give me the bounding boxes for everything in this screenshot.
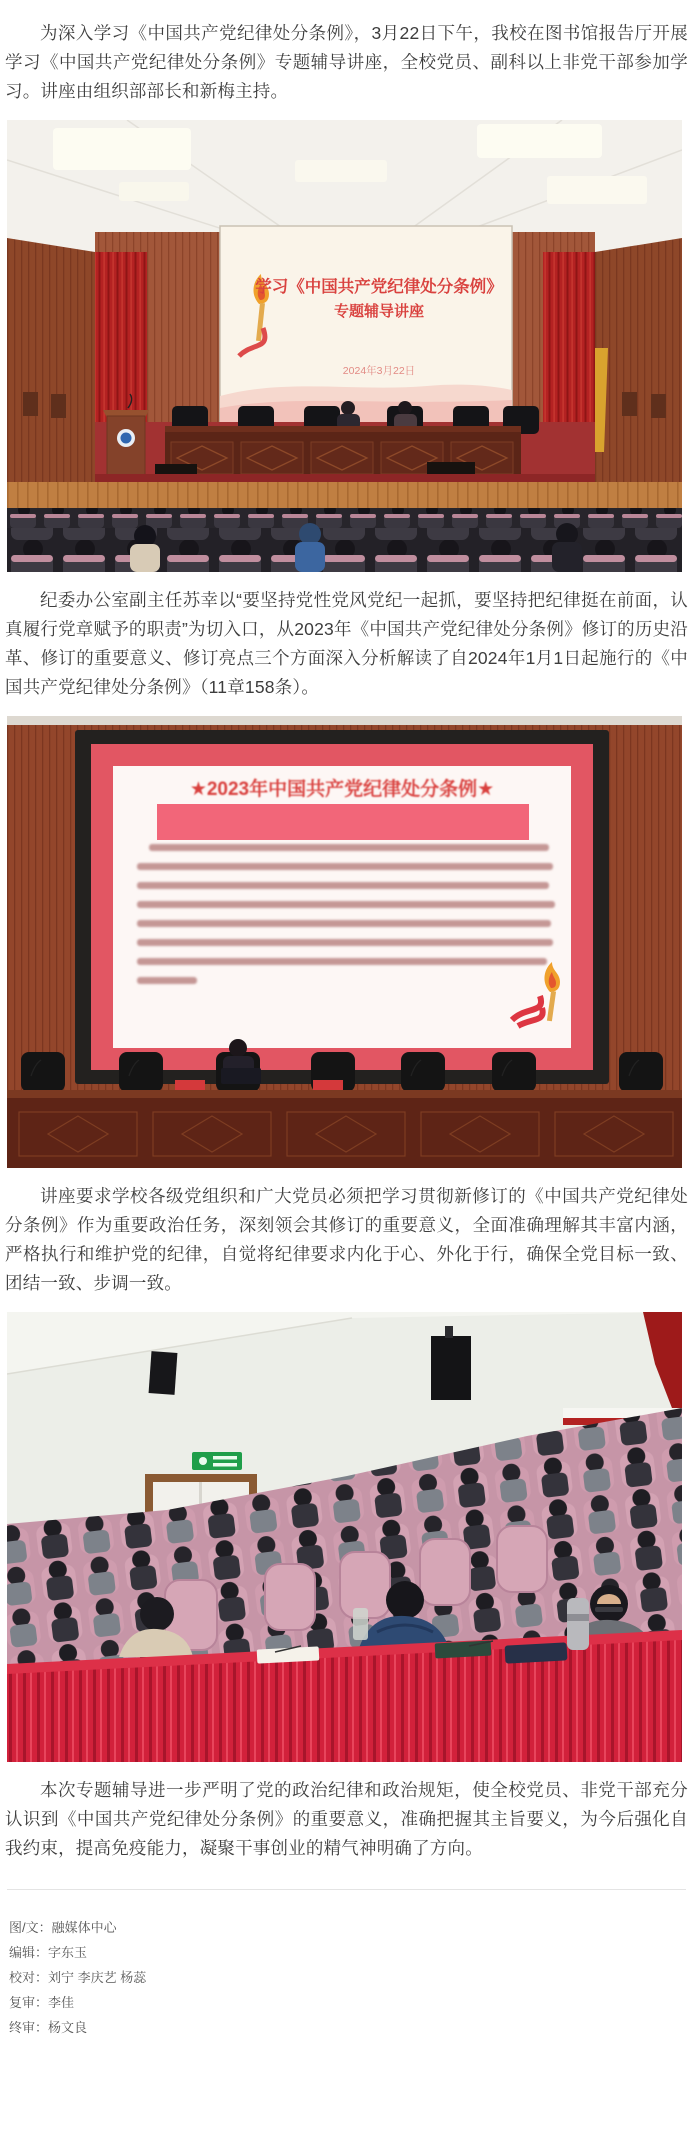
screen-date: 2024年3月22日 (342, 365, 416, 377)
credit-reviewer: 复审：李佳 (9, 1995, 75, 2010)
slide-banner (157, 804, 529, 840)
projection-screen (75, 730, 609, 1084)
credits-block (7, 1889, 686, 2036)
photo-slide-closeup[interactable] (7, 716, 686, 1168)
audience (7, 508, 682, 572)
credit-final-reviewer: 终审：杨文良 (9, 2020, 88, 2035)
screen-title-line2: 专题辅导讲座 (333, 303, 425, 320)
photo2-illustration (7, 716, 682, 1168)
credit-photo-text: 图/文：融媒体中心 (9, 1920, 117, 1935)
photo-auditorium-wide[interactable] (7, 120, 686, 572)
screen-title-line1: 学习《中国共产党纪律处分条例》 (255, 278, 503, 296)
photo-audience-side[interactable] (7, 1312, 686, 1762)
photo1-illustration (7, 120, 682, 572)
photo3-illustration (7, 1312, 682, 1762)
credit-editor: 编辑：字东玉 (9, 1945, 88, 1960)
paragraph-1: 为深入学习《中国共产党纪律处分条例》，3月22日下午，我校在图书馆报告厅开展学习《中国共产党纪律处分条例》专题辅导讲座，全校党员、副科以上非党干部参加学习。讲座由组织部部长和新梅主持。 (5, 23, 688, 101)
paragraph-3: 讲座要求学校各级党组织和广大党员必须把学习贯彻新修订的《中国共产党纪律处分条例》作为重要政治任务，深刻领会其修订的重要意义，全面准确理解其丰富内涵，严格执行和维护党的纪律，自觉将纪律要求内化于心、外化于行，确保全党目标一致、团结一致、步调一致。 (5, 1186, 688, 1293)
projection-screen (220, 226, 512, 424)
credit-proofreaders: 校对：刘宁 李庆艺 杨蕊 (9, 1970, 147, 1985)
paragraph-2: 纪委办公室副主任苏幸以“要坚持党性党风党纪一起抓，要坚持把纪律挺在前面，认真履行党章赋予的职责”为切入口，从2023年《中国共产党纪律处分条例》修订的历史沿革、修订的重要意义、修订亮点三个方面深入分析解读了自2024年1月1日起施行的《中国共产党纪律处分条例》（11章158条）。 (5, 590, 688, 697)
paragraph-4: 本次专题辅导进一步严明了党的政治纪律和政治规矩，使全校党员、非党干部充分认识到《中国共产党纪律处分条例》的重要意义，准确把握其主旨要义，为今后强化自我约束，提高免疫能力，凝聚干事创业的精气神明确了方向。 (5, 1780, 688, 1858)
slide-title: ★2023年中国共产党纪律处分条例★ (189, 779, 495, 800)
